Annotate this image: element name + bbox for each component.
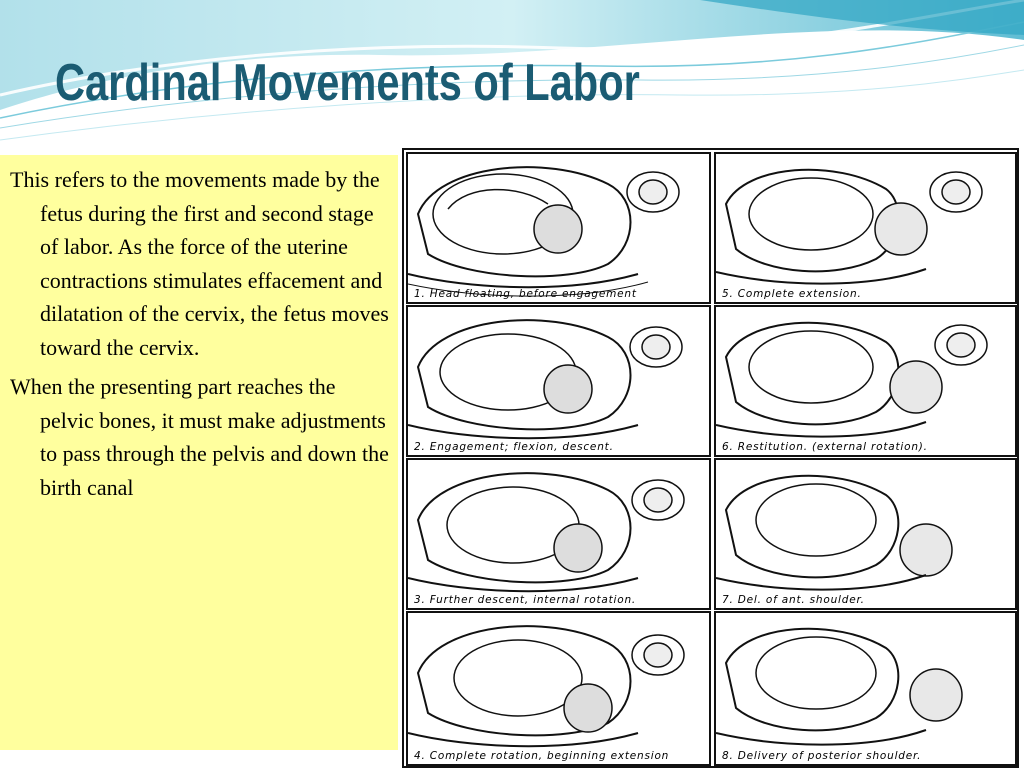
caption-step-6: 6. Restitution. (external rotation). (722, 441, 928, 453)
figure-panel-5 (714, 152, 1017, 304)
paragraph-definition: This refers to the movements made by the fetus during the first and second stage of labor. As the force of the uterine contractions stimulates effacement and dilatation of the cervix, the fetus moves toward the cervix. (10, 167, 389, 360)
caption-step-4: 4. Complete rotation, beginning extension (414, 750, 670, 762)
caption-step-2: 2. Engagement; flexion, descent. (414, 441, 614, 453)
illustration-anterior-shoulder (716, 460, 1017, 610)
illustration-restitution (716, 307, 1017, 457)
illustration-complete-extension (716, 154, 1017, 304)
caption-step-7: 7. Del. of ant. shoulder. (722, 594, 865, 606)
caption-step-5: 5. Complete extension. (722, 288, 862, 300)
illustration-posterior-shoulder (716, 613, 1017, 766)
figure-panel-8 (714, 611, 1017, 766)
caption-step-3: 3. Further descent, internal rotation. (414, 594, 637, 606)
cardinal-movements-figure (402, 148, 1019, 768)
figure-panel-3 (406, 458, 711, 610)
paragraph-presenting-part: When the presenting part reaches the pelvic bones, it must make adjustments to pass through the pelvis and down the birth canal (10, 374, 389, 500)
figure-panel-7 (714, 458, 1017, 610)
figure-panel-2 (406, 305, 711, 457)
figure-panel-6 (714, 305, 1017, 457)
illustration-head-floating (408, 154, 711, 304)
figure-panel-1 (406, 152, 711, 304)
illustration-beginning-extension (408, 613, 711, 766)
text-panel (0, 155, 398, 750)
caption-step-8: 8. Delivery of posterior shoulder. (722, 750, 922, 762)
figure-panel-4 (406, 611, 711, 766)
illustration-engagement (408, 307, 711, 457)
slide-title: Cardinal Movements of Labor (55, 54, 640, 112)
caption-step-1: 1. Head floating, before engagement (414, 288, 637, 300)
illustration-internal-rotation (408, 460, 711, 610)
